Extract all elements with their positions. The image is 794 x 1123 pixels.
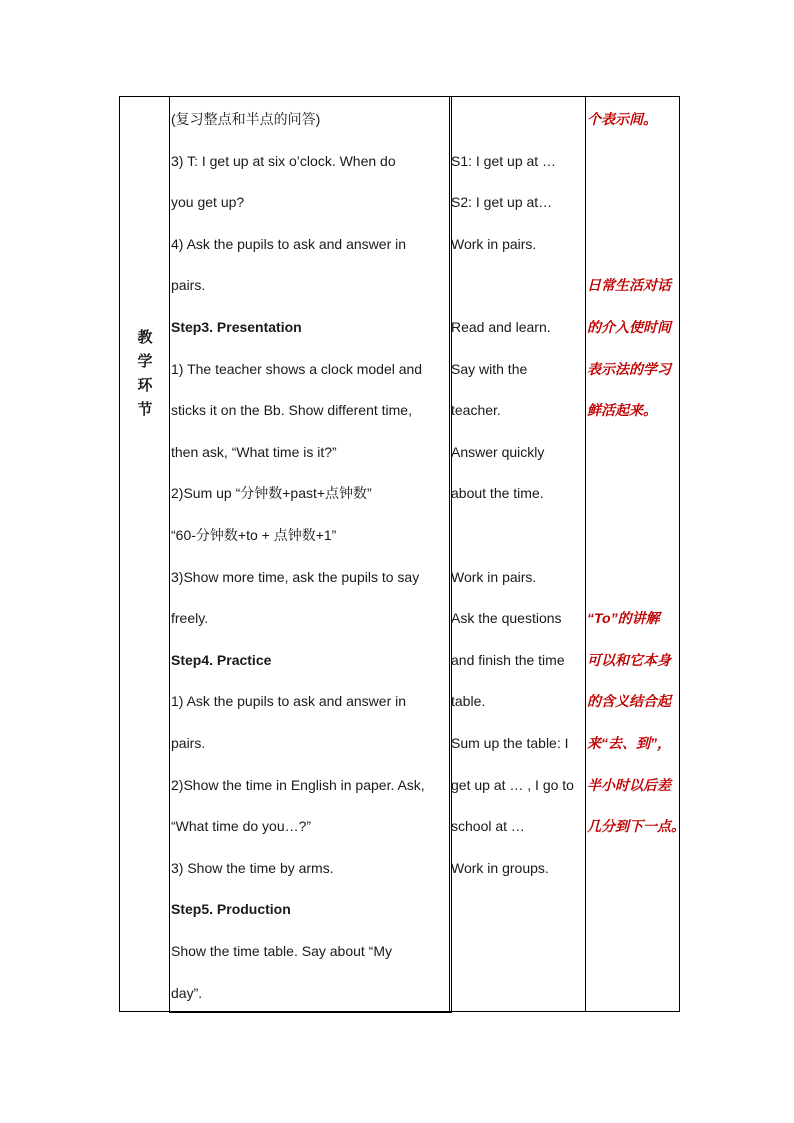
student-activity-line: teacher. [451,402,501,419]
student-activity-line: about the time. [451,485,544,502]
teacher-activity-line: (复习整点和半点的问答) [171,111,321,127]
student-activity-line: and finish the time [451,651,565,668]
table-top-border [119,96,680,97]
student-activity-line: S2: I get up at… [451,194,553,211]
section-label-char: 教 [137,329,153,346]
section-label-char: 学 [137,353,153,370]
teacher-activity-line: sticks it on the Bb. Show different time, [171,402,412,419]
student-activity-line: Work in pairs. [451,568,537,585]
table-right-border [679,96,680,1012]
teacher-activity-line: you get up? [171,194,245,211]
step-heading: Step3. Presentation [171,319,302,335]
student-activity-line: Say with the [451,360,528,377]
teacher-activity-line: freely. [171,610,209,627]
teacher-activity-line: 4) Ask the pupils to ask and answer in [171,235,407,252]
student-activity-line: Sum up the table: I [451,735,569,751]
divider-label-col [169,96,170,1013]
student-activity-line: S1: I get up at … [451,152,557,169]
teacher-activity-line: then ask, “What time is it?” [171,443,337,460]
table-left-border [119,96,120,1012]
teacher-activity-line: day”. [171,984,203,1001]
section-label-char: 节 [137,401,153,418]
teacher-activity-line: 3)Show more time, ask the pupils to say [171,568,420,585]
teacher-activity-line: 1) The teacher shows a clock model and [171,360,423,377]
design-intent-line: 来“去、到”， [587,735,671,751]
design-intent-line: 可以和它本身 [587,651,671,668]
design-intent-line: 的含义结合起 [587,693,671,710]
teacher-activity-line: pairs. [171,735,206,751]
teacher-activity-line: Show the time table. Say about “My [171,943,392,959]
teacher-activity-line: 2)Show the time in English in paper. Ask, [171,776,425,793]
teacher-activity-line: “60-分钟数+to + 点钟数+1” [171,527,337,543]
design-intent-line: 鲜活起来。 [587,402,657,419]
student-activity-line: Work in pairs. [451,235,537,252]
divider-student-col [585,96,586,1012]
divider-process-col [449,96,450,1013]
design-intent-line: 个表示间。 [587,111,657,127]
teacher-activity-line: 3) Show the time by arms. [171,859,334,876]
design-intent-line: 表示法的学习 [587,360,671,377]
student-activity-line: school at … [451,818,525,835]
design-intent-line: 日常生活对话 [587,277,671,294]
section-label-char: 环 [137,377,153,394]
teacher-activity-line: pairs. [171,277,206,294]
teacher-activity-line: 2)Sum up “分钟数+past+点钟数” [171,485,372,502]
teacher-activity-line: “What time do you…?” [171,818,312,835]
section-label-teaching-steps [134,326,156,422]
teacher-activity-line: 3) T: I get up at six o’clock. When do [171,152,396,169]
student-activity-line: table. [451,693,486,710]
design-intent-line: 半小时以后差 [587,776,671,793]
student-activity-line: Answer quickly [451,443,545,460]
student-activity-line: Work in groups. [451,859,549,876]
design-intent-line: “To”的讲解 [587,610,660,627]
teacher-activity-line: 1) Ask the pupils to ask and answer in [171,693,407,710]
design-intent-line: 的介入使时间 [587,319,671,335]
student-activity-line: get up at … , I go to [451,776,574,793]
col1-bottom-border [169,1012,451,1013]
step-heading: Step5. Production [171,901,291,918]
step-heading: Step4. Practice [171,651,272,668]
student-activity-line: Ask the questions [451,610,562,627]
student-activity-line: Read and learn. [451,319,551,335]
design-intent-line: 几分到下一点。 [587,818,685,835]
